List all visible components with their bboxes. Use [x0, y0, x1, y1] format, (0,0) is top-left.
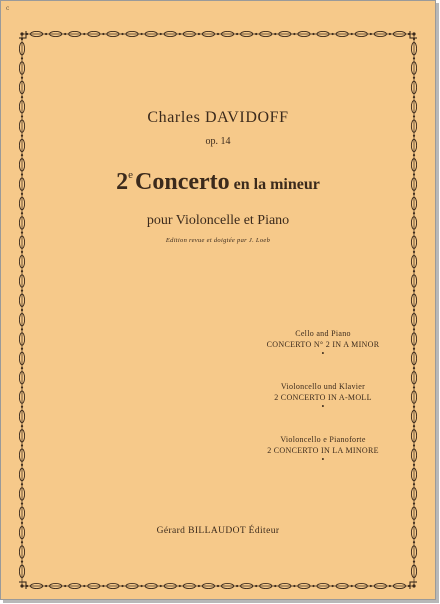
- concerto-word: Concerto: [135, 169, 230, 195]
- key-signature-text: en la mineur: [233, 176, 320, 193]
- translation-german: [233, 381, 413, 411]
- corner-mark: c: [6, 5, 10, 12]
- translation-english: [233, 328, 413, 358]
- translation-instruments: Cello and Piano: [295, 329, 351, 338]
- translation-instruments: Violoncello und Klavier: [280, 382, 366, 391]
- work-title: [1, 169, 435, 196]
- translation-instruments: Violoncello e Pianoforte: [280, 435, 366, 444]
- translation-title: CONCERTO N° 2 IN A MINOR: [266, 340, 380, 349]
- bullet-icon: •: [321, 402, 325, 411]
- concerto-number: 2: [116, 169, 129, 195]
- translation-title: 2 CONCERTO IN LA MINORE: [267, 446, 379, 455]
- translation-italian: [233, 434, 413, 464]
- cover-content: [1, 1, 435, 599]
- bullet-icon: •: [321, 349, 325, 358]
- opus-number: op. 14: [205, 136, 231, 147]
- publisher-name: Gérard BILLAUDOT Éditeur: [156, 526, 280, 536]
- bullet-icon: •: [321, 455, 325, 464]
- edition-note: Edition revue et doigtée par J. Loeb: [165, 237, 271, 244]
- instrumentation: pour Violoncelle et Piano: [146, 213, 290, 228]
- composer-name: Charles DAVIDOFF: [147, 109, 289, 126]
- concerto-number-superscript: e: [128, 169, 134, 181]
- translation-title: 2 CONCERTO IN A-MOLL: [274, 393, 372, 402]
